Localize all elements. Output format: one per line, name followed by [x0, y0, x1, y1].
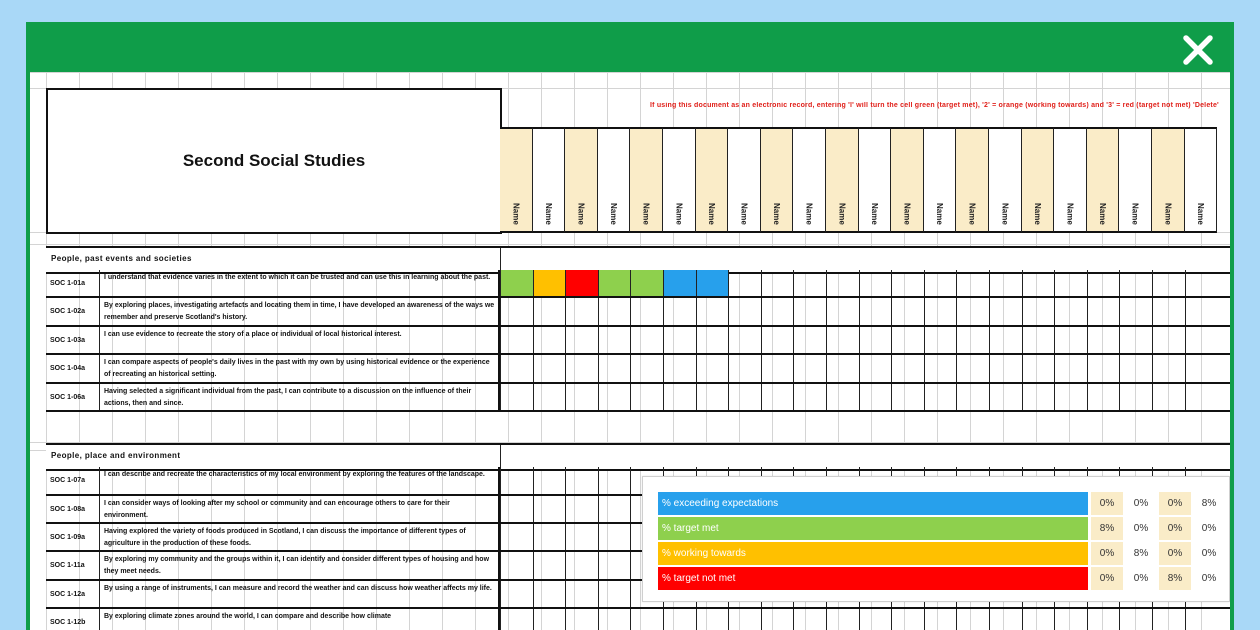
assessment-cell[interactable]	[500, 298, 533, 325]
outcome-description: By exploring climate zones around the world, I can compare and describe how climate	[101, 609, 500, 630]
assessment-cell[interactable]	[1152, 298, 1185, 325]
assessment-cell[interactable]	[1087, 327, 1120, 353]
assessment-cell[interactable]	[630, 384, 663, 410]
percentage-value: 0%	[1159, 492, 1191, 515]
name-label: Name	[804, 203, 814, 225]
summary-legend	[642, 476, 1230, 602]
outcome-description: By exploring places, investigating artefacts and locating them in time, I have developed an awareness of the ways we remember and preserve Scotland's history.	[101, 298, 500, 325]
outcome-code: SOC 1-06a	[46, 384, 100, 410]
outcome-row	[46, 609, 1230, 630]
assessment-cell[interactable]	[1054, 298, 1087, 325]
percentage-value: 0%	[1193, 517, 1225, 540]
assessment-cell[interactable]	[924, 327, 957, 353]
assessment-cell[interactable]	[793, 298, 826, 325]
assessment-cell[interactable]	[891, 270, 924, 296]
assessment-cell[interactable]	[1087, 609, 1120, 630]
assessment-cell[interactable]	[565, 384, 598, 410]
name-column-header[interactable]	[924, 127, 957, 233]
assessment-cell[interactable]	[533, 467, 566, 494]
name-column-header[interactable]	[663, 127, 696, 233]
assessment-cell[interactable]	[1054, 384, 1087, 410]
assessment-cell[interactable]	[565, 524, 598, 550]
name-column-header[interactable]	[533, 127, 566, 233]
assessment-cell[interactable]	[1185, 609, 1218, 630]
outcome-code: SOC 1-11a	[46, 552, 100, 579]
outcome-description: I can consider ways of looking after my school or community and can encourage others to care for their environment.	[101, 496, 500, 522]
name-label: Name	[902, 203, 912, 225]
assessment-cell[interactable]	[500, 552, 533, 579]
name-column-header[interactable]	[1185, 127, 1218, 233]
assessment-cell[interactable]	[1185, 298, 1218, 325]
assessment-cell[interactable]	[1119, 384, 1152, 410]
assessment-cell[interactable]	[859, 327, 892, 353]
assessment-cell[interactable]	[663, 327, 696, 353]
assessment-cell[interactable]	[1152, 355, 1185, 382]
name-label: Name	[1065, 203, 1075, 225]
assessment-cell[interactable]	[1185, 384, 1218, 410]
assessment-cell[interactable]	[533, 552, 566, 579]
name-label: Name	[837, 203, 847, 225]
assessment-cell[interactable]	[924, 298, 957, 325]
outcome-code: SOC 1-12a	[46, 581, 100, 607]
assessment-cell[interactable]	[598, 270, 631, 296]
assessment-cell[interactable]	[696, 384, 729, 410]
assessment-cell[interactable]	[793, 355, 826, 382]
assessment-cell[interactable]	[989, 270, 1022, 296]
assessment-cell[interactable]	[565, 270, 598, 296]
assessment-cell[interactable]	[956, 298, 989, 325]
assessment-cell[interactable]	[500, 270, 533, 296]
assessment-cell[interactable]	[598, 384, 631, 410]
assessment-cell[interactable]	[1022, 270, 1055, 296]
name-column-header[interactable]	[1054, 127, 1087, 233]
assessment-cell[interactable]	[956, 384, 989, 410]
assessment-cell[interactable]	[989, 327, 1022, 353]
legend-label: % working towards	[658, 542, 1088, 565]
instruction-note: If using this document as an electronic record, entering 'l' will turn the cell green (target met), '2' = orange (working towards) and '3' = red (target not met) 'Delete'	[650, 102, 1219, 109]
assessment-cell[interactable]	[533, 609, 566, 630]
close-button[interactable]	[1178, 30, 1218, 70]
assessment-cell[interactable]	[1087, 355, 1120, 382]
outcome-description: By using a range of instruments, I can measure and record the weather and can discuss how weather affects my life.	[101, 581, 500, 607]
assessment-cell[interactable]	[924, 384, 957, 410]
close-icon	[1178, 30, 1218, 70]
assessment-cell[interactable]	[793, 270, 826, 296]
name-column-header[interactable]	[826, 127, 859, 233]
name-label: Name	[1000, 203, 1010, 225]
assessment-cell[interactable]	[663, 609, 696, 630]
assessment-cell[interactable]	[956, 327, 989, 353]
name-label: Name	[641, 203, 651, 225]
name-label: Name	[1195, 203, 1205, 225]
assessment-cell[interactable]	[891, 355, 924, 382]
assessment-cell[interactable]	[891, 298, 924, 325]
assessment-cell[interactable]	[1087, 270, 1120, 296]
gridline	[30, 244, 1230, 245]
assessment-cell[interactable]	[728, 270, 761, 296]
assessment-cell[interactable]	[761, 298, 794, 325]
assessment-cell[interactable]	[989, 355, 1022, 382]
assessment-cell[interactable]	[500, 524, 533, 550]
assessment-cell[interactable]	[1054, 327, 1087, 353]
assessment-cell[interactable]	[891, 327, 924, 353]
assessment-cell[interactable]	[1054, 270, 1087, 296]
legend-label: % target not met	[658, 567, 1088, 590]
assessment-cell[interactable]	[1185, 327, 1218, 353]
assessment-cell[interactable]	[533, 581, 566, 607]
assessment-cell[interactable]	[533, 524, 566, 550]
name-column-header[interactable]	[728, 127, 761, 233]
assessment-cell[interactable]	[500, 355, 533, 382]
assessment-cell[interactable]	[924, 355, 957, 382]
divider	[500, 248, 501, 272]
name-column-header[interactable]	[989, 127, 1022, 233]
percentage-value: 8%	[1159, 567, 1191, 590]
name-column-header[interactable]	[891, 127, 924, 233]
assessment-cell[interactable]	[1054, 355, 1087, 382]
assessment-cell[interactable]	[1119, 355, 1152, 382]
assessment-cell[interactable]	[761, 355, 794, 382]
assessment-cell[interactable]	[598, 298, 631, 325]
outcome-row	[46, 384, 1230, 412]
assessment-cell[interactable]	[826, 327, 859, 353]
percentage-value: 0%	[1091, 542, 1123, 565]
name-column-header[interactable]	[696, 127, 729, 233]
name-column-header[interactable]	[761, 127, 794, 233]
assessment-cell[interactable]	[630, 355, 663, 382]
outcome-code: SOC 1-03a	[46, 327, 100, 353]
assessment-cell[interactable]	[761, 327, 794, 353]
outcome-description: I can compare aspects of people's daily lives in the past with my own by using historical evidence or the experience of recreating an historical setting.	[101, 355, 500, 382]
sheet-title: Second Social Studies	[182, 151, 366, 170]
assessment-cell[interactable]	[859, 609, 892, 630]
assessment-cell[interactable]	[826, 609, 859, 630]
assessment-cell[interactable]	[598, 552, 631, 579]
percentage-value: 0%	[1193, 542, 1225, 565]
assessment-cell[interactable]	[956, 270, 989, 296]
assessment-cell[interactable]	[859, 384, 892, 410]
name-label: Name	[1130, 203, 1140, 225]
assessment-cell[interactable]	[533, 298, 566, 325]
assessment-cell[interactable]	[989, 609, 1022, 630]
assessment-cell[interactable]	[696, 355, 729, 382]
legend-label: % target met	[658, 517, 1088, 540]
assessment-cell[interactable]	[1152, 609, 1185, 630]
outcome-code: SOC 1-02a	[46, 298, 100, 325]
assessment-cell[interactable]	[728, 327, 761, 353]
outcome-description: Having explored the variety of foods produced in Scotland, I can discuss the importance of different types of agriculture in the production of these foods.	[101, 524, 500, 550]
assessment-cell[interactable]	[500, 327, 533, 353]
name-label: Name	[1163, 203, 1173, 225]
name-column-header[interactable]	[630, 127, 663, 233]
outcome-row	[46, 355, 1230, 384]
outcome-row	[46, 327, 1230, 355]
name-label: Name	[706, 203, 716, 225]
name-column-header[interactable]	[565, 127, 598, 233]
assessment-cell[interactable]	[989, 384, 1022, 410]
assessment-cell[interactable]	[859, 355, 892, 382]
assessment-cell[interactable]	[891, 384, 924, 410]
assessment-cell[interactable]	[663, 270, 696, 296]
percentage-value: 8%	[1091, 517, 1123, 540]
assessment-cell[interactable]	[565, 496, 598, 522]
assessment-cell[interactable]	[598, 467, 631, 494]
assessment-cell[interactable]	[663, 384, 696, 410]
name-column-header[interactable]	[793, 127, 826, 233]
name-label: Name	[511, 203, 521, 225]
assessment-cell[interactable]	[533, 384, 566, 410]
assessment-cell[interactable]	[1022, 355, 1055, 382]
assessment-cell[interactable]	[1119, 298, 1152, 325]
assessment-cell[interactable]	[1087, 298, 1120, 325]
name-column-header[interactable]	[859, 127, 892, 233]
assessment-cell[interactable]	[1119, 270, 1152, 296]
assessment-cell[interactable]	[793, 384, 826, 410]
assessment-cell[interactable]	[565, 467, 598, 494]
assessment-cell[interactable]	[630, 298, 663, 325]
assessment-cell[interactable]	[956, 355, 989, 382]
assessment-cell[interactable]	[696, 298, 729, 325]
assessment-cell[interactable]	[533, 327, 566, 353]
assessment-cell[interactable]	[728, 298, 761, 325]
outcome-code: SOC 1-01a	[46, 270, 100, 296]
name-label: Name	[1098, 203, 1108, 225]
outcome-row	[46, 270, 1230, 298]
percentage-value: 0%	[1125, 492, 1157, 515]
assessment-cell[interactable]	[956, 609, 989, 630]
assessment-cell[interactable]	[500, 384, 533, 410]
assessment-cell[interactable]	[598, 609, 631, 630]
assessment-cell[interactable]	[989, 298, 1022, 325]
outcome-description: Having selected a significant individual from the past, I can contribute to a discussion on the influence of their actions, then and since.	[101, 384, 500, 410]
assessment-cell[interactable]	[1022, 298, 1055, 325]
assessment-cell[interactable]	[826, 270, 859, 296]
name-label: Name	[543, 203, 553, 225]
assessment-cell[interactable]	[924, 609, 957, 630]
name-column-header[interactable]	[1087, 127, 1120, 233]
percentage-value: 0%	[1125, 567, 1157, 590]
app-window	[26, 22, 1234, 630]
assessment-cell[interactable]	[533, 355, 566, 382]
outcome-description: I can describe and recreate the characteristics of my local environment by exploring the features of the landscape.	[101, 467, 500, 494]
title-box	[46, 88, 502, 234]
assessment-cell[interactable]	[565, 327, 598, 353]
assessment-cell[interactable]	[1022, 327, 1055, 353]
assessment-cell[interactable]	[1087, 384, 1120, 410]
percentage-value: 0%	[1193, 567, 1225, 590]
assessment-cell[interactable]	[565, 355, 598, 382]
assessment-cell[interactable]	[500, 496, 533, 522]
name-label: Name	[869, 203, 879, 225]
assessment-cell[interactable]	[1022, 384, 1055, 410]
assessment-cell[interactable]	[565, 581, 598, 607]
percentage-value: 0%	[1159, 542, 1191, 565]
name-column-header[interactable]	[1119, 127, 1152, 233]
name-label: Name	[772, 203, 782, 225]
assessment-cell[interactable]	[728, 609, 761, 630]
name-column-header[interactable]	[598, 127, 631, 233]
assessment-cell[interactable]	[598, 581, 631, 607]
assessment-cell[interactable]	[663, 355, 696, 382]
assessment-cell[interactable]	[696, 609, 729, 630]
assessment-cell[interactable]	[630, 609, 663, 630]
assessment-cell[interactable]	[793, 327, 826, 353]
assessment-cell[interactable]	[1022, 609, 1055, 630]
section-title: People, past events and societies	[51, 254, 192, 263]
assessment-cell[interactable]	[533, 496, 566, 522]
name-label: Name	[739, 203, 749, 225]
name-label: Name	[935, 203, 945, 225]
percentage-value: 0%	[1125, 517, 1157, 540]
assessment-cell[interactable]	[598, 327, 631, 353]
percentage-value: 0%	[1091, 567, 1123, 590]
assessment-cell[interactable]	[1152, 327, 1185, 353]
assessment-cell[interactable]	[500, 467, 533, 494]
assessment-cell[interactable]	[1152, 270, 1185, 296]
assessment-cell[interactable]	[630, 327, 663, 353]
assessment-cell[interactable]	[793, 609, 826, 630]
assessment-cell[interactable]	[696, 327, 729, 353]
assessment-cell[interactable]	[761, 609, 794, 630]
divider	[500, 445, 501, 469]
outcome-description: I understand that evidence varies in the extent to which it can be trusted and can use this in learning about the past.	[101, 270, 500, 296]
assessment-cell[interactable]	[565, 609, 598, 630]
name-label: Name	[609, 203, 619, 225]
assessment-cell[interactable]	[630, 270, 663, 296]
name-column-header[interactable]	[1022, 127, 1055, 233]
assessment-cell[interactable]	[1054, 609, 1087, 630]
percentage-value: 8%	[1193, 492, 1225, 515]
assessment-cell[interactable]	[891, 609, 924, 630]
percentage-value: 0%	[1159, 517, 1191, 540]
assessment-cell[interactable]	[1119, 327, 1152, 353]
assessment-cell[interactable]	[1185, 270, 1218, 296]
percentage-value: 8%	[1125, 542, 1157, 565]
assessment-cell[interactable]	[826, 298, 859, 325]
name-column-header[interactable]	[1152, 127, 1185, 233]
name-column-header[interactable]	[956, 127, 989, 233]
assessment-cell[interactable]	[826, 355, 859, 382]
name-column-header[interactable]	[500, 127, 533, 233]
outcome-description: I can use evidence to recreate the story of a place or individual of local historical interest.	[101, 327, 500, 353]
name-label: Name	[1032, 203, 1042, 225]
assessment-cell[interactable]	[598, 496, 631, 522]
assessment-cell[interactable]	[663, 298, 696, 325]
outcome-description: By exploring my community and the groups within it, I can identify and consider different types of housing and how they meet needs.	[101, 552, 500, 579]
name-label: Name	[967, 203, 977, 225]
outcome-code: SOC 1-04a	[46, 355, 100, 382]
outcome-code: SOC 1-12b	[46, 609, 100, 630]
section-title: People, place and environment	[51, 451, 181, 460]
assessment-cell[interactable]	[598, 524, 631, 550]
outcome-code: SOC 1-08a	[46, 496, 100, 522]
assessment-cell[interactable]	[1152, 384, 1185, 410]
assessment-cell[interactable]	[565, 298, 598, 325]
assessment-cell[interactable]	[500, 581, 533, 607]
name-label: Name	[576, 203, 586, 225]
assessment-cell[interactable]	[598, 355, 631, 382]
outcome-code: SOC 1-09a	[46, 524, 100, 550]
assessment-cell[interactable]	[565, 552, 598, 579]
spreadsheet[interactable]	[30, 72, 1230, 630]
assessment-cell[interactable]	[1185, 355, 1218, 382]
assessment-cell[interactable]	[859, 298, 892, 325]
percentage-value: 0%	[1091, 492, 1123, 515]
assessment-cell[interactable]	[859, 270, 892, 296]
outcome-row	[46, 298, 1230, 327]
assessment-cell[interactable]	[761, 384, 794, 410]
legend-label: % exceeding expectations	[658, 492, 1088, 515]
assessment-cell[interactable]	[696, 270, 729, 296]
assessment-cell[interactable]	[1119, 609, 1152, 630]
assessment-cell[interactable]	[826, 384, 859, 410]
assessment-cell[interactable]	[728, 384, 761, 410]
outcome-code: SOC 1-07a	[46, 467, 100, 494]
name-label: Name	[674, 203, 684, 225]
assessment-cell[interactable]	[500, 609, 533, 630]
assessment-cell[interactable]	[533, 270, 566, 296]
assessment-cell[interactable]	[728, 355, 761, 382]
assessment-cell[interactable]	[924, 270, 957, 296]
gridline	[30, 72, 1230, 73]
assessment-cell[interactable]	[761, 270, 794, 296]
